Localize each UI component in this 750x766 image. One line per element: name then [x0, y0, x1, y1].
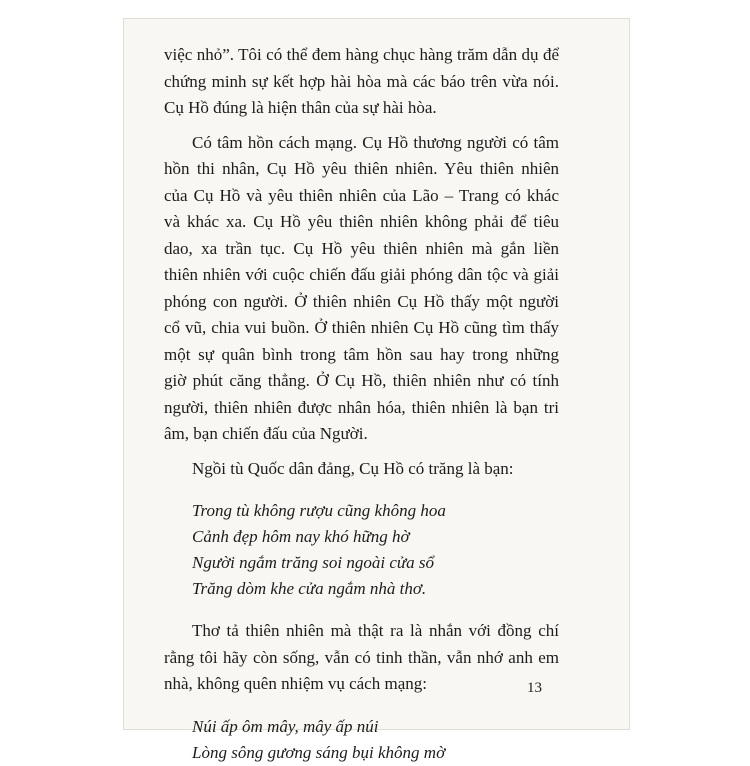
text-line: nhà, không quên nhiệm vụ cách mạng:	[164, 674, 427, 693]
text-line: người, thiên nhiên được nhân hóa, thiên nhiên là bạn tri	[164, 397, 559, 417]
text-line: một sự quân bình trong tâm hồn sau hay trong những	[164, 344, 559, 364]
paragraph-4	[164, 618, 559, 698]
paragraph-2	[164, 130, 559, 448]
paragraph-3	[164, 456, 559, 483]
text-line: dao, xa trần tục. Cụ Hồ yêu thiên nhiên mà gắn liền	[164, 238, 559, 258]
poem-line: Cảnh đẹp hôm nay khó hững hờ	[192, 527, 410, 546]
poem-line: Trăng dòm khe cửa ngắm nhà thơ.	[192, 579, 427, 598]
paragraph-1	[164, 42, 559, 122]
poem-stanza-2	[164, 714, 559, 766]
poem-line: Người ngắm trăng soi ngoài cửa sổ	[192, 553, 435, 572]
page-number: 13	[527, 680, 542, 696]
poem-stanza-1	[164, 498, 559, 602]
text-line: Ngồi tù Quốc dân đảng, Cụ Hồ có trăng là bạn:	[192, 458, 514, 478]
poem-line: Lòng sông gương sáng bụi không mờ	[192, 742, 446, 762]
poem-line: Núi ấp ôm mây, mây ấp núi	[192, 716, 379, 736]
text-line: của Cụ Hồ và yêu thiên nhiên của Lão – Trang có khác	[164, 185, 559, 205]
text-line: Có tâm hồn cách mạng. Cụ Hồ thương người có tâm	[192, 132, 559, 152]
text-line: và khác xa. Cụ Hồ yêu thiên nhiên không phải để tiêu	[164, 212, 559, 231]
text-line: việc nhỏ”. Tôi có thể đem hàng chục hàng trăm dẫn dụ để	[164, 45, 559, 64]
text-line: âm, bạn chiến đấu của Người.	[164, 424, 368, 443]
text-line: Cụ Hồ đúng là hiện thân của sự hài hòa.	[164, 98, 437, 117]
text-line: giờ phút căng thẳng. Ở Cụ Hồ, thiên nhiên như có tính	[164, 371, 559, 390]
page-body	[164, 42, 559, 766]
poem-line: Trong tù không rượu cũng không hoa	[192, 501, 446, 520]
text-line: rằng tôi hãy còn sống, vẫn có tinh thần, vẫn nhớ anh em	[164, 647, 559, 667]
text-line: Thơ tả thiên nhiên mà thật ra là nhắn với đồng chí	[192, 621, 559, 640]
text-line: thiên nhiên với cuộc chiến đấu giải phóng dân tộc và giải	[164, 265, 559, 284]
text-line: cổ vũ, chia vui buồn. Ở thiên nhiên Cụ Hồ cũng tìm thấy	[164, 318, 559, 337]
text-line: phóng con người. Ở thiên nhiên Cụ Hồ thấy một người	[164, 291, 559, 311]
text-line: hồn thi nhân, Cụ Hồ yêu thiên nhiên. Yêu thiên nhiên	[164, 159, 559, 178]
text-line: chứng minh sự kết hợp hài hòa mà các báo trên vừa nói.	[164, 71, 559, 91]
